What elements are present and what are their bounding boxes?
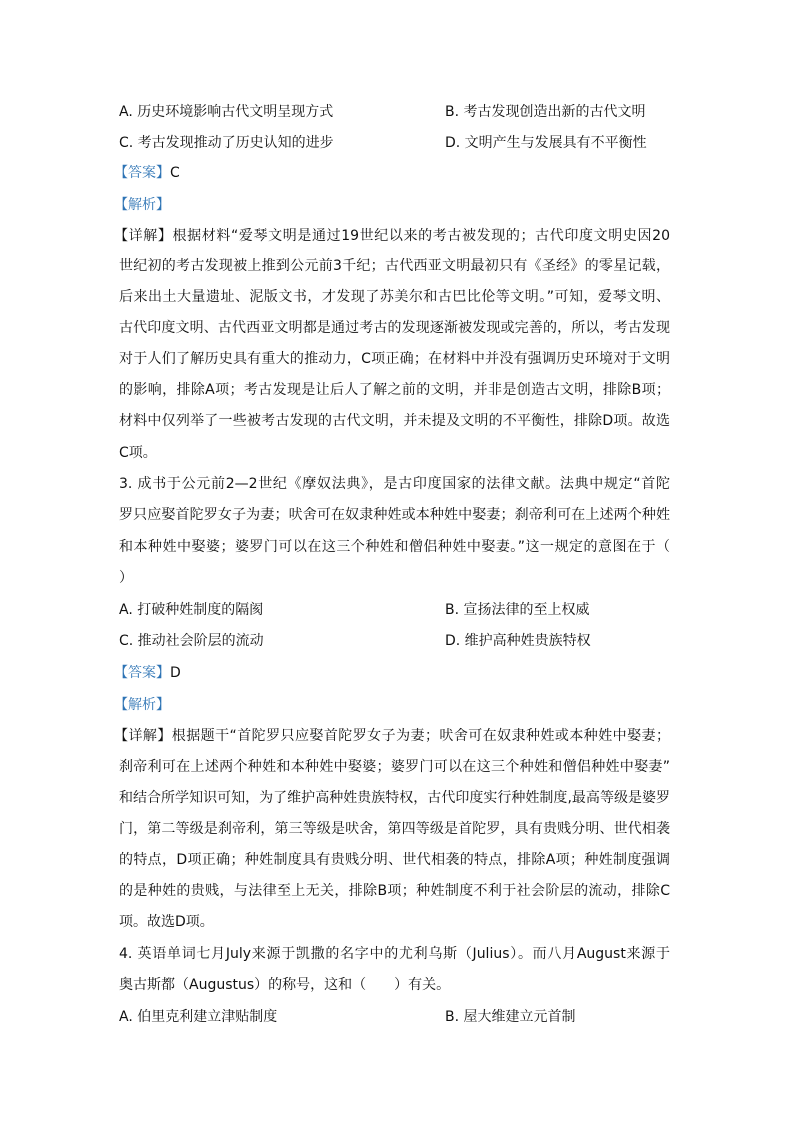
answer-line [114, 663, 665, 683]
question-stem-line: 3. 成书于公元前2—2世纪《摩奴法典》，是古印度国家的法律文献。法典中规定“首陀 [119, 476, 670, 492]
detail-line: 古代印度文明、古代西亚文明都是通过考古的发现逐渐被发现或完善的，所以，考古发现 [119, 320, 670, 336]
option-b: B. 宣扬法律的至上权威 [445, 602, 590, 618]
detail-text: 根据题干“首陀罗只应娶首陀罗女子为妻；吠舍可在奴隶种姓或本种姓中娶妻； [171, 728, 670, 744]
detail-line [114, 726, 670, 746]
option-b: B. 屋大维建立元首制 [445, 1009, 576, 1025]
detail-line: 项。故选D项。 [119, 914, 214, 930]
answer-tag: 【答案】 [114, 165, 170, 181]
detail-line: 后来出土大量遗址、泥版文书，才发现了苏美尔和古巴比伦等文明。”可知，爱琴文明、 [119, 289, 670, 305]
answer-value: C [170, 165, 180, 181]
answer-tag: 【答案】 [114, 665, 170, 681]
answer-value: D [170, 665, 181, 681]
option-c: C. 考古发现推动了历史认知的进步 [119, 135, 334, 151]
option-b: B. 考古发现创造出新的古代文明 [445, 104, 646, 120]
option-d: D. 文明产生与发展具有不平衡性 [445, 135, 647, 151]
detail-text: 根据材料“爱琴文明是通过19世纪以来的考古被发现的；古代印度文明史因20 [172, 228, 670, 244]
detail-tag: 【详解】 [114, 728, 172, 744]
detail-tag: 【详解】 [114, 228, 173, 244]
question-stem-line: 奥古斯都（Augustus）的称号，这和（ ）有关。 [119, 977, 451, 993]
detail-line: 刹帝利可在上述两个种姓和本种姓中娶婆；婆罗门可以在这三个种姓和僧侣种姓中娶妻” [119, 759, 670, 775]
question-stem-line: ） [119, 570, 133, 586]
option-c: C. 推动社会阶层的流动 [119, 633, 264, 649]
analysis-tag: 【解析】 [114, 197, 170, 213]
question-stem-line: 和本种姓中娶婆；婆罗门可以在这三个种姓和僧侣种姓中娶妻。”这一规定的意图在于（ [119, 539, 670, 555]
detail-line: C项。 [119, 445, 157, 461]
detail-line: 的特点，D项正确；种姓制度具有贵贱分明、世代相袭的特点，排除A项；种姓制度强调 [119, 852, 670, 868]
detail-line [114, 226, 670, 246]
option-a: A. 历史环境影响古代文明呈现方式 [119, 104, 334, 120]
detail-line: 和结合所学知识可知，为了维护高种姓贵族特权，古代印度实行种姓制度,最高等级是婆罗 [119, 790, 670, 806]
question-stem-line: 罗只应娶首陀罗女子为妻；吠舍可在奴隶种姓或本种姓中娶妻；刹帝利可在上述两个种姓 [119, 507, 670, 523]
option-a: A. 伯里克利建立津贴制度 [119, 1009, 278, 1025]
detail-line: 材料中仅列举了一些被考古发现的古代文明，并未提及文明的不平衡性，排除D项。故选 [119, 413, 670, 429]
answer-line [114, 163, 665, 183]
option-d: D. 维护高种姓贵族特权 [445, 633, 591, 649]
question-stem-line: 4. 英语单词七月July来源于凯撒的名字中的尤利乌斯（Julius）。而八月August来源于 [119, 946, 670, 962]
option-a: A. 打破种姓制度的隔阂 [119, 602, 264, 618]
analysis-tag: 【解析】 [114, 697, 170, 713]
detail-line: 世纪初的考古发现被上推到公元前3千纪；古代西亚文明最初只有《圣经》的零星记载， [119, 258, 670, 274]
detail-line: 对于人们了解历史具有重大的推动力，C项正确；在材料中并没有强调历史环境对于文明 [119, 351, 670, 367]
detail-line: 的是种姓的贵贱，与法律至上无关，排除B项；种姓制度不利于社会阶层的流动，排除C [119, 883, 670, 899]
detail-line: 的影响，排除A项；考古发现是让后人了解之前的文明，并非是创造古文明，排除B项； [119, 382, 670, 398]
detail-line: 门，第二等级是刹帝利，第三等级是吠舍，第四等级是首陀罗，具有贵贱分明、世代相袭 [119, 821, 670, 837]
